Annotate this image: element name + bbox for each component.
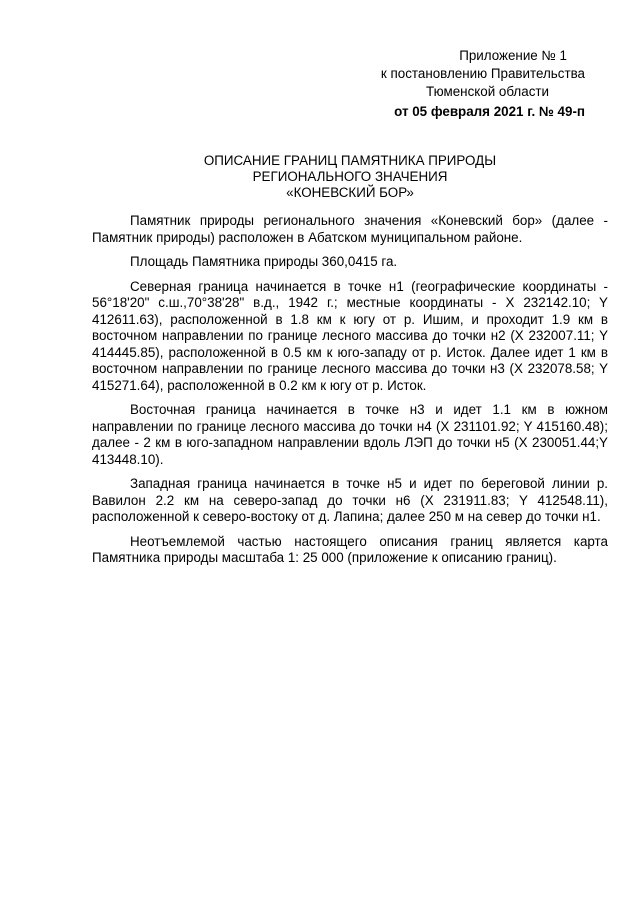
appendix-number: Приложение № 1	[459, 48, 567, 63]
resolution-date-number: от 05 февраля 2021 г. № 49-п	[394, 104, 585, 119]
title-line-3: «КОНЕВСКИЙ БОР»	[286, 185, 414, 200]
appendix-region: Тюменской области	[426, 84, 549, 99]
title-line-1: ОПИСАНИЕ ГРАНИЦ ПАМЯТНИКА ПРИРОДЫ	[203, 153, 497, 168]
appendix-reference: к постановлению Правительства	[380, 66, 585, 81]
paragraph-area: Площадь Памятника природы 360,0415 га.	[130, 254, 398, 269]
title-line-2: РЕГИОНАЛЬНОГО ЗНАЧЕНИЯ	[252, 169, 448, 184]
paragraph-location: Памятник природы регионального значения «Коневский бор» (далее - Памятник природы) расположен в Абатском муниципальном районе.	[92, 213, 608, 245]
document-body	[92, 213, 608, 575]
document-title	[92, 153, 608, 201]
paragraph-east-boundary: Восточная граница начинается в точке н3 и идет 1.1 км в южном направлении по границе лесного массива до точки н4 (X 231101.92; Y 415160.48); далее - 2 км в юго-западном направлении вдоль ЛЭП до точки н5 (X 230051.44;Y 413448.10).	[92, 402, 608, 467]
paragraph-north-boundary: Северная граница начинается в точке н1 (географические координаты - 56°18'20" с.ш.,70°38'28" в.д., 1942 г.; местные координаты - X 232142.10; Y 412611.63), расположенной в 1.8 км к югу от р. Ишим, и проходит 1.9 км в восточном направлении по границе лесного массива до точки н2 (X 232007.11; Y 414445.85), расположенной в 0.5 км к юго-западу от р. Исток. Далее идет 1 км в восточном направлении по границе лесного массива до точки н3 (X 232078.58; Y 415271.64), расположенной в 0.2 км к югу от р. Исток.	[92, 278, 608, 393]
appendix-header	[325, 47, 585, 121]
paragraph-map-reference: Неотъемлемой частью настоящего описания границ является карта Памятника природы масштаба 1: 25 000 (приложение к описанию границ).	[92, 533, 608, 565]
paragraph-west-boundary: Западная граница начинается в точке н5 и идет по береговой линии р. Вавилон 2.2 км на северо-запад до точки н6 (X 231911.83; Y 412548.11), расположенной к северо-востоку от д. Лапина; далее 250 м на север до точки н1.	[92, 476, 608, 524]
